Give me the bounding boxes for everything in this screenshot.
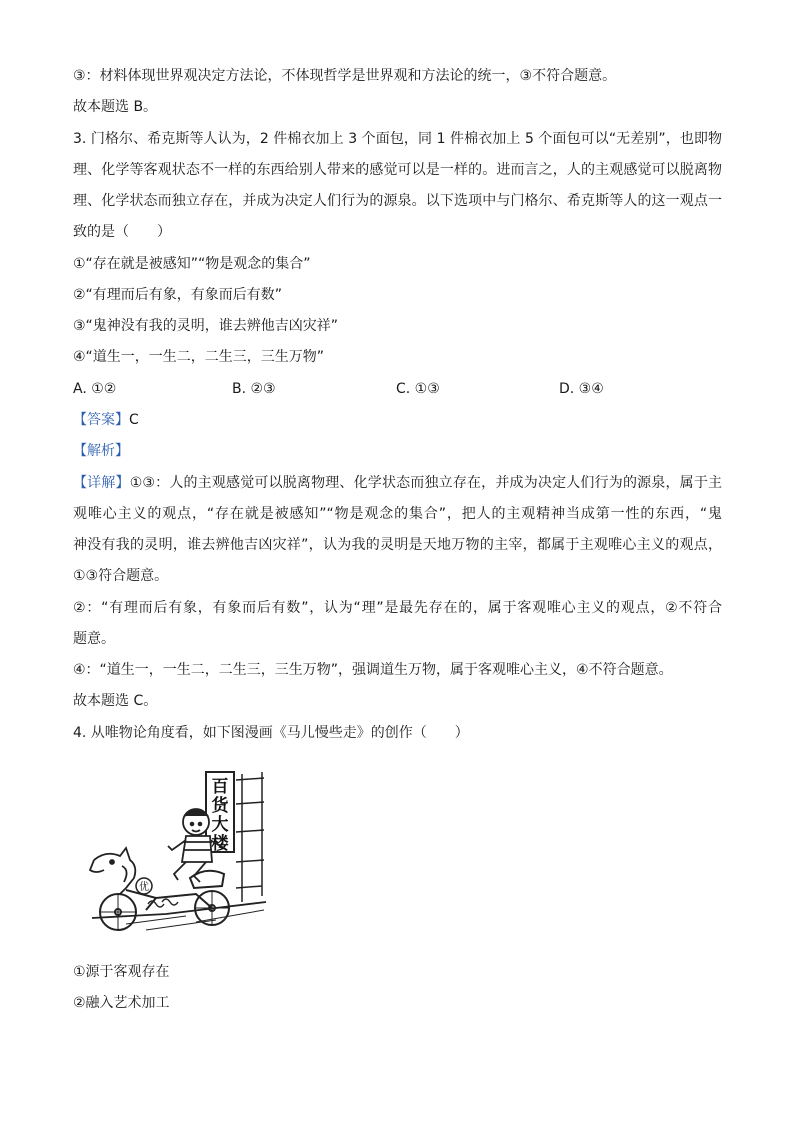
answer-value: C [129,412,139,428]
cartoon-illustration [86,770,268,936]
conclusion-line: 故本题选 C。 [73,693,158,709]
question-3-stem: 理、化学状态而独立存在，并成为决定人们行为的源泉。以下选项中与门格尔、希克斯等人的这一观点一 [73,193,722,209]
explain-2: ②：“有理而后有象，有象而后有数”，认为“理”是最先存在的，属于客观唯心主义的观点，②不符合 [73,600,722,616]
option-d: D. ③④ [559,381,604,397]
question-3-stem: 理、化学等客观状态不一样的东西给别人带来的感觉可以是一样的。进而言之，人的主观感觉可以脱离物 [73,162,722,178]
option-c: C. ①③ [396,381,440,397]
answer-tag: 【答案】 [73,412,129,428]
detail-tag: 【详解】 [73,475,130,491]
option-a: A. ①② [73,381,117,397]
text-line: 故本题选 B。 [73,99,158,115]
statement-4: ④“道生一，一生二，二生三，三生万物” [73,349,325,365]
sign-char: 楼 [211,834,229,854]
explain-4: ④：“道生一，一生二，二生三，三生万物”，强调道生万物，属于客观唯心主义，④不符合题意。 [73,662,673,678]
question-3-stem: 致的是（ ） [73,224,171,240]
question-3-stem: 3. 门格尔、希克斯等人认为，2 件棉衣加上 3 个面包，同 1 件棉衣加上 5 个面包可以“无差别”，也即物 [73,131,722,147]
choice-2: ②融入艺术加工 [73,995,170,1011]
choice-1: ①源于客观存在 [73,964,170,980]
badge [136,878,152,894]
badge-text: 优 [139,882,149,893]
statement-1: ①“存在就是被感知”“物是观念的集合” [73,256,311,272]
sign-char: 百 [211,777,229,797]
detail-line [73,473,722,493]
statement-2: ②“有理而后有象，有象而后有数” [73,287,283,303]
detail-line: ①③符合题意。 [73,568,169,584]
horse-wheel [100,894,136,930]
sign-char: 货 [211,796,229,816]
question-4-stem: 4. 从唯物论角度看，如下图漫画《马儿慢些走》的创作（ ） [73,725,469,741]
analysis-tag: 【解析】 [73,443,129,459]
detail-line: 观唯心主义的观点，“存在就是被感知”“物是观念的集合”，把人的主观精神当成第一性的东西，“鬼 [73,506,722,522]
statement-3: ③“鬼神没有我的灵明，谁去辨他吉凶灾祥” [73,318,339,334]
answer-line [73,410,722,430]
analysis-tag-line [73,441,722,461]
explain-2: 题意。 [73,631,115,647]
horse-head [90,848,135,894]
text-line: ③：材料体现世界观决定方法论，不体现哲学是世界观和方法论的统一，③不符合题意。 [73,68,617,84]
option-b: B. ②③ [232,381,276,397]
detail-line: 神没有我的灵明，谁去辨他吉凶灾祥”，认为我的灵明是天地万物的主宰，都属于主观唯心主义的观点， [73,537,722,553]
sign-char: 大 [211,815,229,835]
detail-text: ①③：人的主观感觉可以脱离物理、化学状态而独立存在，并成为决定人们行为的源泉，属于主 [129,475,722,491]
